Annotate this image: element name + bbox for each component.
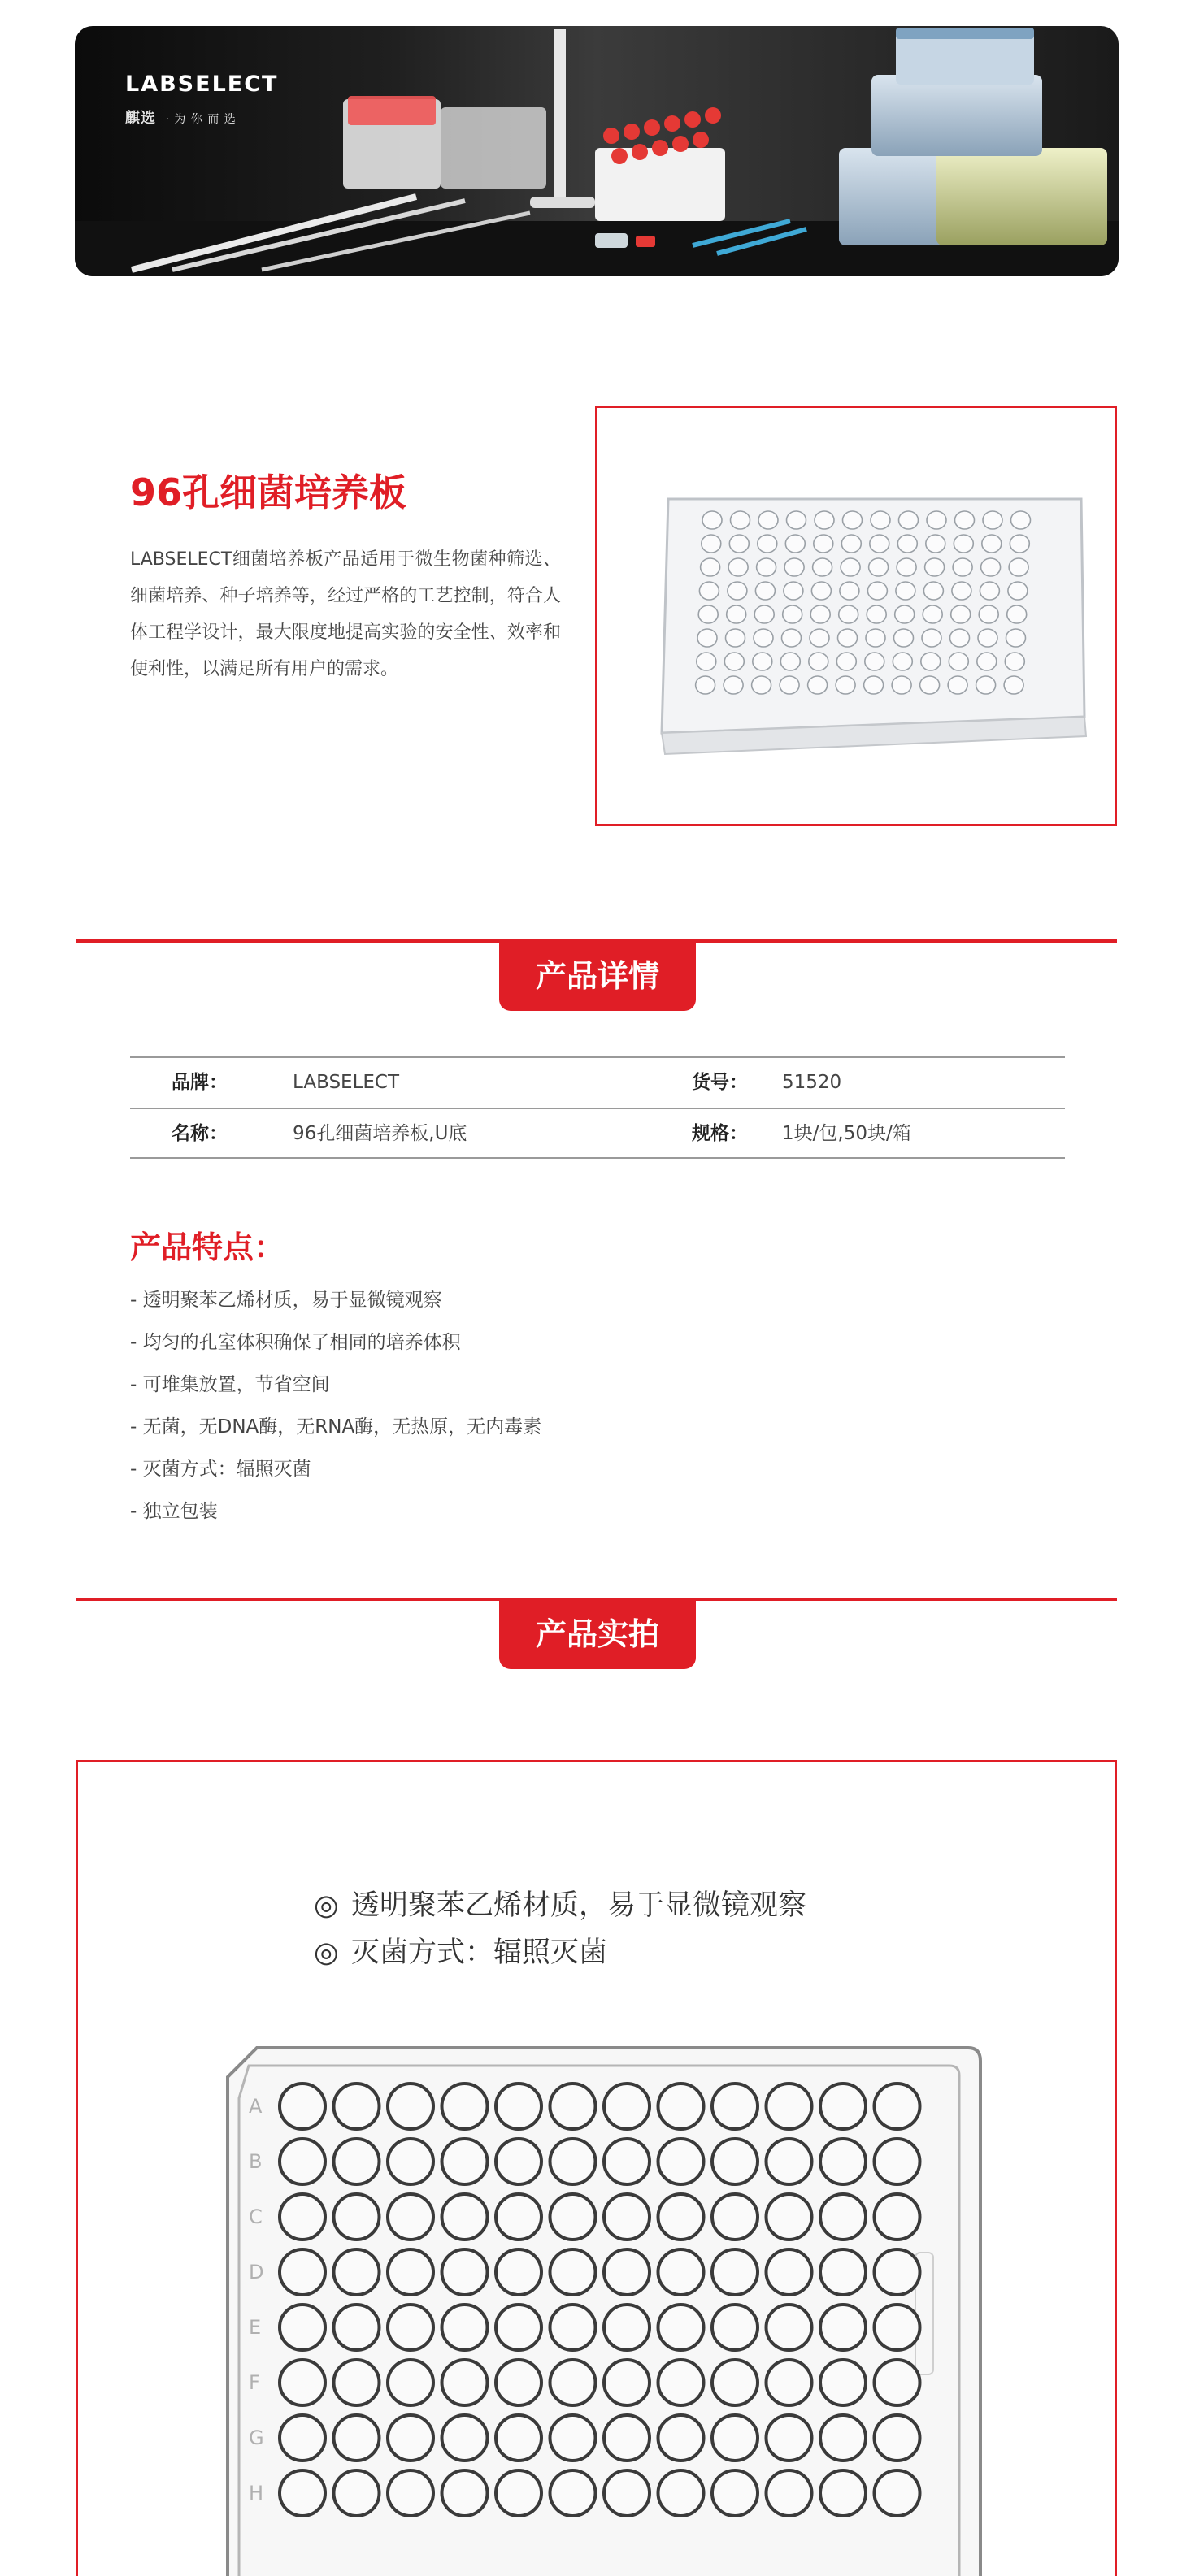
well <box>921 653 941 670</box>
circle-bullet-icon: ◎ <box>314 1889 339 1922</box>
features-title: 产品特点： <box>130 1229 285 1265</box>
well <box>815 511 834 529</box>
well <box>811 582 831 600</box>
name-value: 96孔细菌培养板,U底 <box>293 1123 467 1144</box>
well <box>787 511 806 529</box>
well <box>604 2305 650 2350</box>
sku-label: 货号： <box>692 1072 748 1093</box>
well <box>334 2084 380 2129</box>
well <box>550 2415 596 2461</box>
well <box>978 629 997 647</box>
well <box>712 2415 758 2461</box>
well <box>784 582 803 600</box>
well <box>726 629 745 647</box>
well <box>867 582 887 600</box>
well <box>658 2360 704 2405</box>
well <box>334 2249 380 2295</box>
row-letter: D <box>249 2261 264 2283</box>
well <box>604 2084 650 2129</box>
well <box>727 605 746 623</box>
well <box>280 2415 325 2461</box>
well <box>334 2360 380 2405</box>
well <box>820 2360 866 2405</box>
well <box>698 605 718 623</box>
well <box>658 2194 704 2240</box>
well <box>1010 535 1029 553</box>
table-row <box>130 1056 1065 1108</box>
well <box>496 2415 541 2461</box>
callout-text: 透明聚苯乙烯材质，易于显微镜观察 <box>351 1889 807 1922</box>
name-label: 名称： <box>172 1123 228 1144</box>
well <box>895 605 915 623</box>
well <box>810 629 829 647</box>
well <box>658 2305 704 2350</box>
well <box>334 2194 380 2240</box>
well <box>875 2470 920 2516</box>
well <box>604 2470 650 2516</box>
well <box>729 535 749 553</box>
well <box>280 2084 325 2129</box>
photo-callouts <box>314 1882 806 1976</box>
well <box>550 2194 596 2240</box>
well <box>658 2470 704 2516</box>
well <box>836 676 855 694</box>
well <box>758 535 777 553</box>
well <box>442 2415 488 2461</box>
well <box>724 676 743 694</box>
well <box>869 558 889 576</box>
well <box>841 535 861 553</box>
well <box>712 2470 758 2516</box>
well <box>953 558 972 576</box>
well <box>767 2084 812 2129</box>
well <box>442 2084 488 2129</box>
well <box>658 2139 704 2184</box>
well <box>820 2084 866 2129</box>
spec-label: 规格： <box>692 1123 748 1144</box>
well <box>388 2470 433 2516</box>
well <box>754 605 774 623</box>
well <box>702 535 721 553</box>
tab-product-photos: 产品实拍 <box>499 1599 696 1669</box>
well <box>899 511 919 529</box>
row-letter: B <box>249 2150 263 2173</box>
well <box>388 2249 433 2295</box>
well <box>767 2139 812 2184</box>
well <box>784 558 804 576</box>
brand-logo <box>125 72 278 128</box>
well <box>926 535 945 553</box>
well <box>896 582 915 600</box>
well <box>712 2084 758 2129</box>
well <box>442 2470 488 2516</box>
well <box>976 676 996 694</box>
well <box>875 2249 920 2295</box>
well <box>496 2470 541 2516</box>
brand-value: LABSELECT <box>293 1072 400 1093</box>
well <box>604 2360 650 2405</box>
well <box>780 676 799 694</box>
well <box>550 2139 596 2184</box>
table-row <box>130 1108 1065 1159</box>
well <box>952 582 971 600</box>
well <box>780 653 800 670</box>
well <box>280 2360 325 2405</box>
well <box>712 2249 758 2295</box>
well <box>820 2194 866 2240</box>
brand-cn-name: 麒选 <box>125 110 156 127</box>
well <box>838 629 858 647</box>
well <box>658 2415 704 2461</box>
well <box>604 2415 650 2461</box>
well <box>1011 511 1031 529</box>
list-item: - 可堆集放置，节省空间 <box>130 1374 330 1395</box>
well <box>388 2305 433 2350</box>
well <box>979 605 998 623</box>
well <box>550 2305 596 2350</box>
row-letter: G <box>249 2426 264 2449</box>
features-list <box>130 1279 541 1533</box>
well <box>767 2415 812 2461</box>
details-table <box>130 1056 1065 1159</box>
well <box>897 558 916 576</box>
well <box>752 676 771 694</box>
well <box>496 2305 541 2350</box>
well <box>550 2470 596 2516</box>
well <box>280 2470 325 2516</box>
well <box>814 535 833 553</box>
well <box>948 676 967 694</box>
well <box>843 511 863 529</box>
list-item: - 均匀的孔室体积确保了相同的培养体积 <box>130 1332 461 1353</box>
well <box>870 535 889 553</box>
well <box>728 558 748 576</box>
well <box>658 2249 704 2295</box>
well <box>699 582 719 600</box>
plate-photo-image <box>224 2041 1005 2576</box>
well <box>892 676 911 694</box>
well <box>1006 629 1026 647</box>
well <box>442 2139 488 2184</box>
well <box>840 582 859 600</box>
well <box>809 653 828 670</box>
well <box>442 2194 488 2240</box>
well <box>839 605 858 623</box>
well <box>1005 653 1024 670</box>
well <box>841 558 860 576</box>
well <box>977 653 997 670</box>
row-letter: H <box>249 2482 264 2504</box>
well <box>442 2249 488 2295</box>
sku-value: 51520 <box>782 1072 842 1093</box>
well <box>875 2415 920 2461</box>
well <box>864 676 884 694</box>
well <box>334 2139 380 2184</box>
well <box>442 2305 488 2350</box>
well <box>388 2139 433 2184</box>
row-letter: E <box>249 2316 262 2339</box>
well <box>1007 605 1027 623</box>
well <box>728 582 747 600</box>
brand-name: LABSELECT <box>125 72 279 97</box>
product-image-frame <box>595 406 1117 826</box>
well <box>925 558 945 576</box>
list-item: - 灭菌方式：辐照灭菌 <box>130 1459 311 1480</box>
well <box>604 2249 650 2295</box>
row-letter: C <box>249 2205 263 2228</box>
well <box>767 2360 812 2405</box>
well <box>923 582 943 600</box>
well <box>604 2194 650 2240</box>
well <box>836 653 856 670</box>
well <box>980 582 999 600</box>
well <box>724 653 744 670</box>
well <box>550 2360 596 2405</box>
well <box>712 2360 758 2405</box>
well <box>496 2084 541 2129</box>
well <box>1008 582 1028 600</box>
hero-banner <box>75 26 1119 276</box>
well <box>1009 558 1028 576</box>
well <box>866 629 885 647</box>
well <box>280 2139 325 2184</box>
well <box>894 629 914 647</box>
well <box>875 2139 920 2184</box>
well <box>981 558 1001 576</box>
well <box>280 2305 325 2350</box>
well <box>955 511 975 529</box>
well <box>758 511 778 529</box>
well <box>280 2249 325 2295</box>
well <box>820 2139 866 2184</box>
brand-slogan: · 为 你 而 选 <box>165 113 237 126</box>
well <box>949 653 968 670</box>
well <box>550 2249 596 2295</box>
well <box>712 2139 758 2184</box>
well <box>951 605 971 623</box>
well <box>697 653 716 670</box>
banner-products-illustration <box>75 26 1119 276</box>
plate-thumbnail-image <box>597 408 1119 827</box>
well <box>767 2305 812 2350</box>
row-letter: A <box>249 2095 263 2118</box>
well <box>731 511 750 529</box>
product-description: LABSELECT细菌培养板产品适用于微生物菌种筛选、细菌培养、种子培养等，经过严格的工艺控制，符合人体工程学设计，最大限度地提高实验的安全性、效率和便利性，以满足所有用户的需求。 <box>130 549 561 679</box>
well <box>658 2084 704 2129</box>
well <box>922 629 941 647</box>
well <box>496 2360 541 2405</box>
well <box>897 535 917 553</box>
well <box>871 511 890 529</box>
well <box>923 605 942 623</box>
well <box>696 676 715 694</box>
well <box>867 605 886 623</box>
well <box>767 2470 812 2516</box>
list-item: - 独立包装 <box>130 1501 218 1522</box>
well <box>388 2084 433 2129</box>
tab-product-details: 产品详情 <box>499 941 696 1011</box>
well <box>755 582 775 600</box>
well <box>785 535 805 553</box>
well <box>334 2470 380 2516</box>
well <box>697 629 717 647</box>
well <box>875 2305 920 2350</box>
well <box>950 629 970 647</box>
well <box>754 629 773 647</box>
well <box>1004 676 1023 694</box>
well <box>496 2139 541 2184</box>
well <box>334 2305 380 2350</box>
well <box>813 558 832 576</box>
well <box>782 629 802 647</box>
well <box>927 511 946 529</box>
well <box>757 558 776 576</box>
well <box>280 2194 325 2240</box>
well <box>712 2194 758 2240</box>
well <box>767 2249 812 2295</box>
well <box>550 2084 596 2129</box>
well <box>808 676 828 694</box>
callout-text: 灭菌方式：辐照灭菌 <box>351 1936 608 1969</box>
well <box>496 2194 541 2240</box>
well <box>920 676 940 694</box>
well <box>702 511 722 529</box>
row-letter: F <box>249 2371 260 2394</box>
well <box>496 2249 541 2295</box>
well <box>753 653 772 670</box>
callout-item <box>314 1882 806 1929</box>
well <box>820 2415 866 2461</box>
well <box>875 2194 920 2240</box>
well <box>767 2194 812 2240</box>
well <box>783 605 802 623</box>
well <box>820 2249 866 2295</box>
well <box>954 535 973 553</box>
well <box>875 2084 920 2129</box>
list-item: - 无菌，无DNA酶，无RNA酶，无热原，无内毒素 <box>130 1416 542 1438</box>
well <box>810 605 830 623</box>
well <box>388 2194 433 2240</box>
well <box>893 653 912 670</box>
product-title: 96孔细菌培养板 <box>130 471 407 514</box>
list-item: - 透明聚苯乙烯材质，易于显微镜观察 <box>130 1290 442 1311</box>
well <box>875 2360 920 2405</box>
well <box>701 558 720 576</box>
well <box>820 2470 866 2516</box>
well <box>712 2305 758 2350</box>
product-photo-frame <box>76 1760 1117 2576</box>
well <box>442 2360 488 2405</box>
brand-label: 品牌： <box>172 1072 228 1093</box>
well <box>388 2415 433 2461</box>
well <box>820 2305 866 2350</box>
well <box>865 653 884 670</box>
circle-bullet-icon: ◎ <box>314 1936 339 1969</box>
well <box>983 511 1002 529</box>
well <box>604 2139 650 2184</box>
well <box>388 2360 433 2405</box>
well <box>982 535 1002 553</box>
well <box>334 2415 380 2461</box>
callout-item <box>314 1929 806 1976</box>
spec-value: 1块/包,50块/箱 <box>782 1123 911 1144</box>
